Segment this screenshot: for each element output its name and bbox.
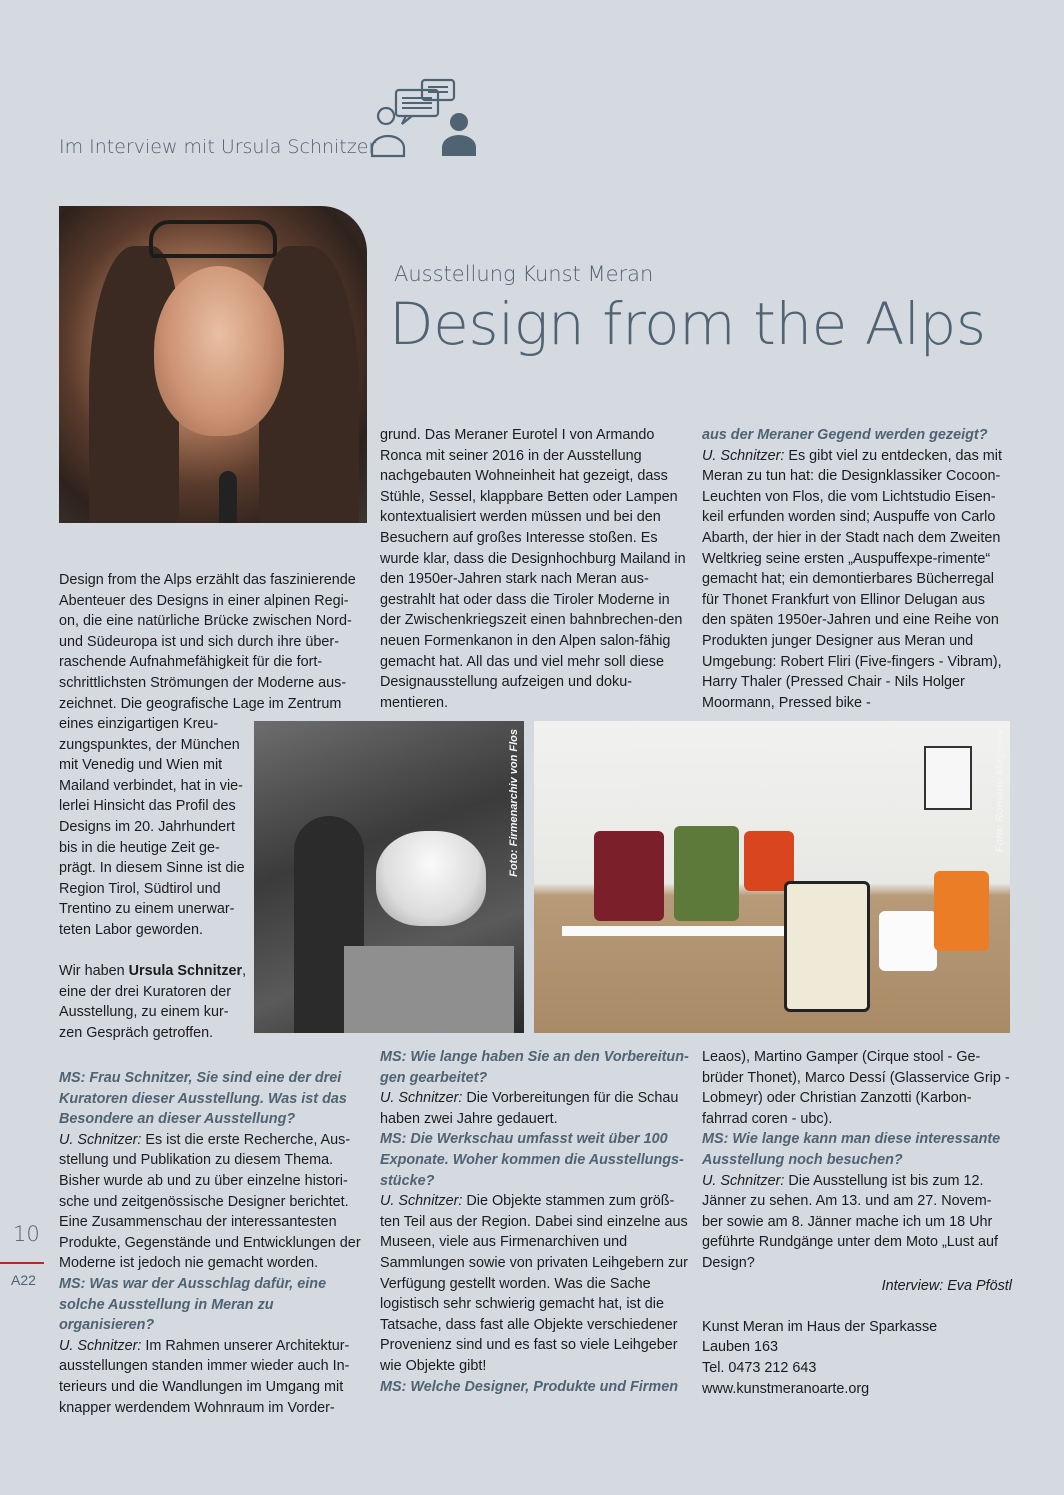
question: aus der Meraner Gegend werden gezeigt?: [702, 427, 988, 443]
question: MS: Wie lange kann man diese interessante Ausstellung noch besuchen?: [702, 1131, 1001, 1168]
article-subtitle: Ausstellung Kunst Meran: [394, 262, 654, 286]
chat-people-icon: [364, 78, 480, 158]
answer-text: Es gibt viel zu entdecken, das mit Meran zu tun hat: die Designklassiker Cocoon-Leuchten von Flos, die vom Lichtstudio Eisen-keil erfunden worden sind; Auspuffe von Carlo Abarth, der hier in der Stadt nach dem Zweiten Weltkrieg seine ersten „Auspuffexpe-rimente“ gemacht hat; ein demontierbares Bücherregal für Thonet Frankfurt von Ellinor Delugan aus den späten 1950er-Jahren und eine Reihe von Produkten junger Designer aus Meran und Umgebung: Robert Fliri (Five-fingers - Vibram), Harry Thaler (Pressed Chair - Nils Holger Moormann, Pressed bike -: [702, 447, 1002, 711]
answer-text: Im Rahmen unserer Architektur-ausstellungen standen immer wieder auch In-terieurs und die Wandlungen im Umgang mit knapper werdendem Wohnraum im Vorder-: [59, 1337, 350, 1416]
speaker-label: U. Schnitzer:: [702, 447, 785, 464]
photo-cocoon-lamp: [376, 831, 486, 926]
question: MS: Frau Schnitzer, Sie sind eine der drei Kuratoren dieser Ausstellung. Was ist das Besondere an dieser Ausstellung?: [59, 1070, 347, 1128]
column-2-bottom: [380, 1047, 690, 1397]
intro-line: bis in die heutige Zeit ge-: [59, 839, 220, 856]
intro-line: eines einzigartigen Kreu-: [59, 716, 219, 732]
portrait-microphone: [219, 471, 237, 523]
intro-line: Abenteuer des Designs in einer alpinen Regi-: [59, 592, 349, 609]
speaker-label: U. Schnitzer:: [702, 1172, 785, 1189]
intro-line: on, die eine natürliche Brücke zwischen Nord-: [59, 613, 352, 630]
speaker-label: U. Schnitzer:: [380, 1090, 463, 1107]
portrait-face: [154, 266, 284, 436]
website-link[interactable]: www.kunstmeranoarte.org: [702, 1380, 870, 1397]
photo-chair-striped: [674, 826, 739, 921]
intro-line: schrittlichsten Strömungen der Moderne aus-: [59, 674, 347, 691]
intro-line: mit Venedig und Wien mit: [59, 757, 223, 774]
intro-line: zungspunktes, der München: [59, 736, 240, 753]
intro-line: Design from the Alps erzählt das faszinierende: [59, 572, 356, 588]
answer-text: Die Objekte stammen zum größ-ten Teil aus der Region. Dabei sind einzelne aus Museen, viele aus Firmenarchiven und Sammlungen sowie von privaten Leihgebern zur Verfügung gestellt worden. Was die Sache logistisch sehr schwierig gemacht hat, ist die Tatsache, dass fast alle Objekte verschiedener Provenienz sind und es fast so viele Leihgeber wie Objekte gibt!: [380, 1193, 688, 1374]
intro-line: zeichnet. Die geografische Lage im Zentrum: [59, 695, 342, 712]
intro-line: raschende Aufnahmefähigkeit für die fort-: [59, 654, 323, 671]
answer-text: Leaos), Martino Gamper (Cirque stool - Ge-brüder Thonet), Marco Dessí (Glasservice Grip - Lobmeyr) oder Christian Zanzotti (Karbon-fahrrad coren - ubc).: [702, 1049, 1010, 1127]
intro-p2-start: Wir haben: [59, 963, 129, 980]
lamp-workshop-photo: [254, 721, 524, 1033]
intro-narrow: [59, 714, 253, 1044]
intro-line: Designs im 20. Jahrhundert: [59, 818, 235, 835]
speaker-label: U. Schnitzer:: [380, 1193, 463, 1210]
intro-line: Trentino zu einem unerwar-: [59, 901, 235, 918]
intro-line: und Südeuropa ist und sich durch ihre über-: [59, 633, 339, 650]
intro-wide: [59, 570, 371, 714]
article-title: Design from the Alps: [389, 290, 986, 358]
photo-table: [344, 946, 514, 1033]
column-1-bottom: [59, 1068, 371, 1418]
speaker-label: U. Schnitzer:: [59, 1337, 142, 1354]
intro-line: lerlei Hinsicht das Profil des: [59, 798, 236, 815]
column-3-bottom: [702, 1047, 1012, 1399]
body-text: grund. Das Meraner Eurotel I von Armando Ronca mit seiner 2016 in der Ausstellung nachgebauten Wohneinheit hat gezeigt, dass Stühle, Sessel, klappbare Betten oder Lampen kontextualisiert werden müssen und bei den Besuchern auf großes Interesse stoßen. Es wurde klar, dass die Designhochburg Mailand in den 1950er-Jahren stark nach Meran aus-gestrahlt hat oder dass die Tiroler Moderne in der Zwischenkriegszeit einen bahnbrechen-den neuen Formenkanon in den Alpen salon-fähig gemacht hat. All das und viel mehr soll diese Designausstellung aufzeigen und doku-mentieren.: [380, 427, 686, 711]
intro-line: Region Tirol, Südtirol und: [59, 880, 221, 897]
interview-signature: Interview: Eva Pföstl: [881, 1277, 1012, 1294]
info-line: Kunst Meran im Haus der Sparkasse: [702, 1318, 938, 1335]
intro-line: Mailand verbindet, hat in vie-: [59, 777, 243, 794]
intro-line: eine der drei Kuratoren der: [59, 983, 231, 1000]
photo-credit: Foto: Firmenarchiv von Flos: [508, 729, 520, 877]
intro-line: teten Labor geworden.: [59, 921, 204, 938]
page-divider: [0, 1262, 44, 1264]
section-kicker: Im Interview mit Ursula Schnitzer: [59, 136, 377, 158]
intro-p2-comma: ,: [242, 963, 247, 980]
page-code: A22: [11, 1272, 36, 1288]
column-3-top: [702, 425, 1012, 713]
speaker-label: U. Schnitzer:: [59, 1131, 142, 1148]
question: MS: Die Werkschau umfasst weit über 100 Exponate. Woher kommen die Ausstellungs-stücke?: [380, 1131, 684, 1189]
info-line: Tel. 0473 212 643: [702, 1359, 817, 1376]
portrait-photo: [59, 206, 367, 523]
column-2-top: [380, 425, 690, 713]
answer-text: Es ist die erste Recherche, Aus-stellung und Publikation zu diesem Thema. Bisher wurde ab und zu über einzelne histori-sche und zeitgenössische Designer berichtet. Eine Zusammenschau der interessantesten Produkte, Gegenstände und Entwicklungen der Moderne ist jedoch nie gemacht worden.: [59, 1131, 361, 1272]
photo-chair-red: [594, 831, 664, 921]
question: MS: Was war der Ausschlag dafür, eine solche Ausstellung in Meran zu organisieren?: [59, 1275, 327, 1334]
answer-text: Die Ausstellung ist bis zum 12. Jänner zu sehen. Am 13. und am 27. Novem-ber sowie am 8. Jänner mache ich um 18 Uhr geführte Rundgänge unter dem Moto „Lust auf Design?: [702, 1172, 998, 1271]
answer-text: Die Vorbereitungen für die Schau haben zwei Jahre gedauert.: [380, 1090, 679, 1127]
question: MS: Wie lange haben Sie an den Vorbereitun-gen gearbeitet?: [380, 1049, 689, 1086]
interviewee-name: Ursula Schnitzer: [128, 963, 243, 980]
photo-platform: [562, 926, 792, 936]
photo-chair-orange-2: [934, 871, 989, 951]
photo-wall-frame: [924, 746, 972, 810]
intro-paragraph-2: [59, 961, 253, 982]
photo-credit: Foto: Romano Magrone: [994, 729, 1006, 853]
intro-line: prägt. In diesem Sinne ist die: [59, 860, 245, 877]
photo-cube: [879, 911, 937, 971]
intro-line: zen Gespräch getroffen.: [59, 1024, 214, 1041]
photo-chair-white: [784, 881, 870, 1012]
intro-line: Ausstellung, zu einem kur-: [59, 1004, 229, 1021]
portrait-glasses: [149, 220, 277, 258]
page-number: 10: [13, 1222, 40, 1246]
info-line: Lauben 163: [702, 1339, 779, 1356]
exhibition-photo: [534, 721, 1010, 1033]
question: MS: Welche Designer, Produkte und Firmen: [380, 1378, 678, 1395]
